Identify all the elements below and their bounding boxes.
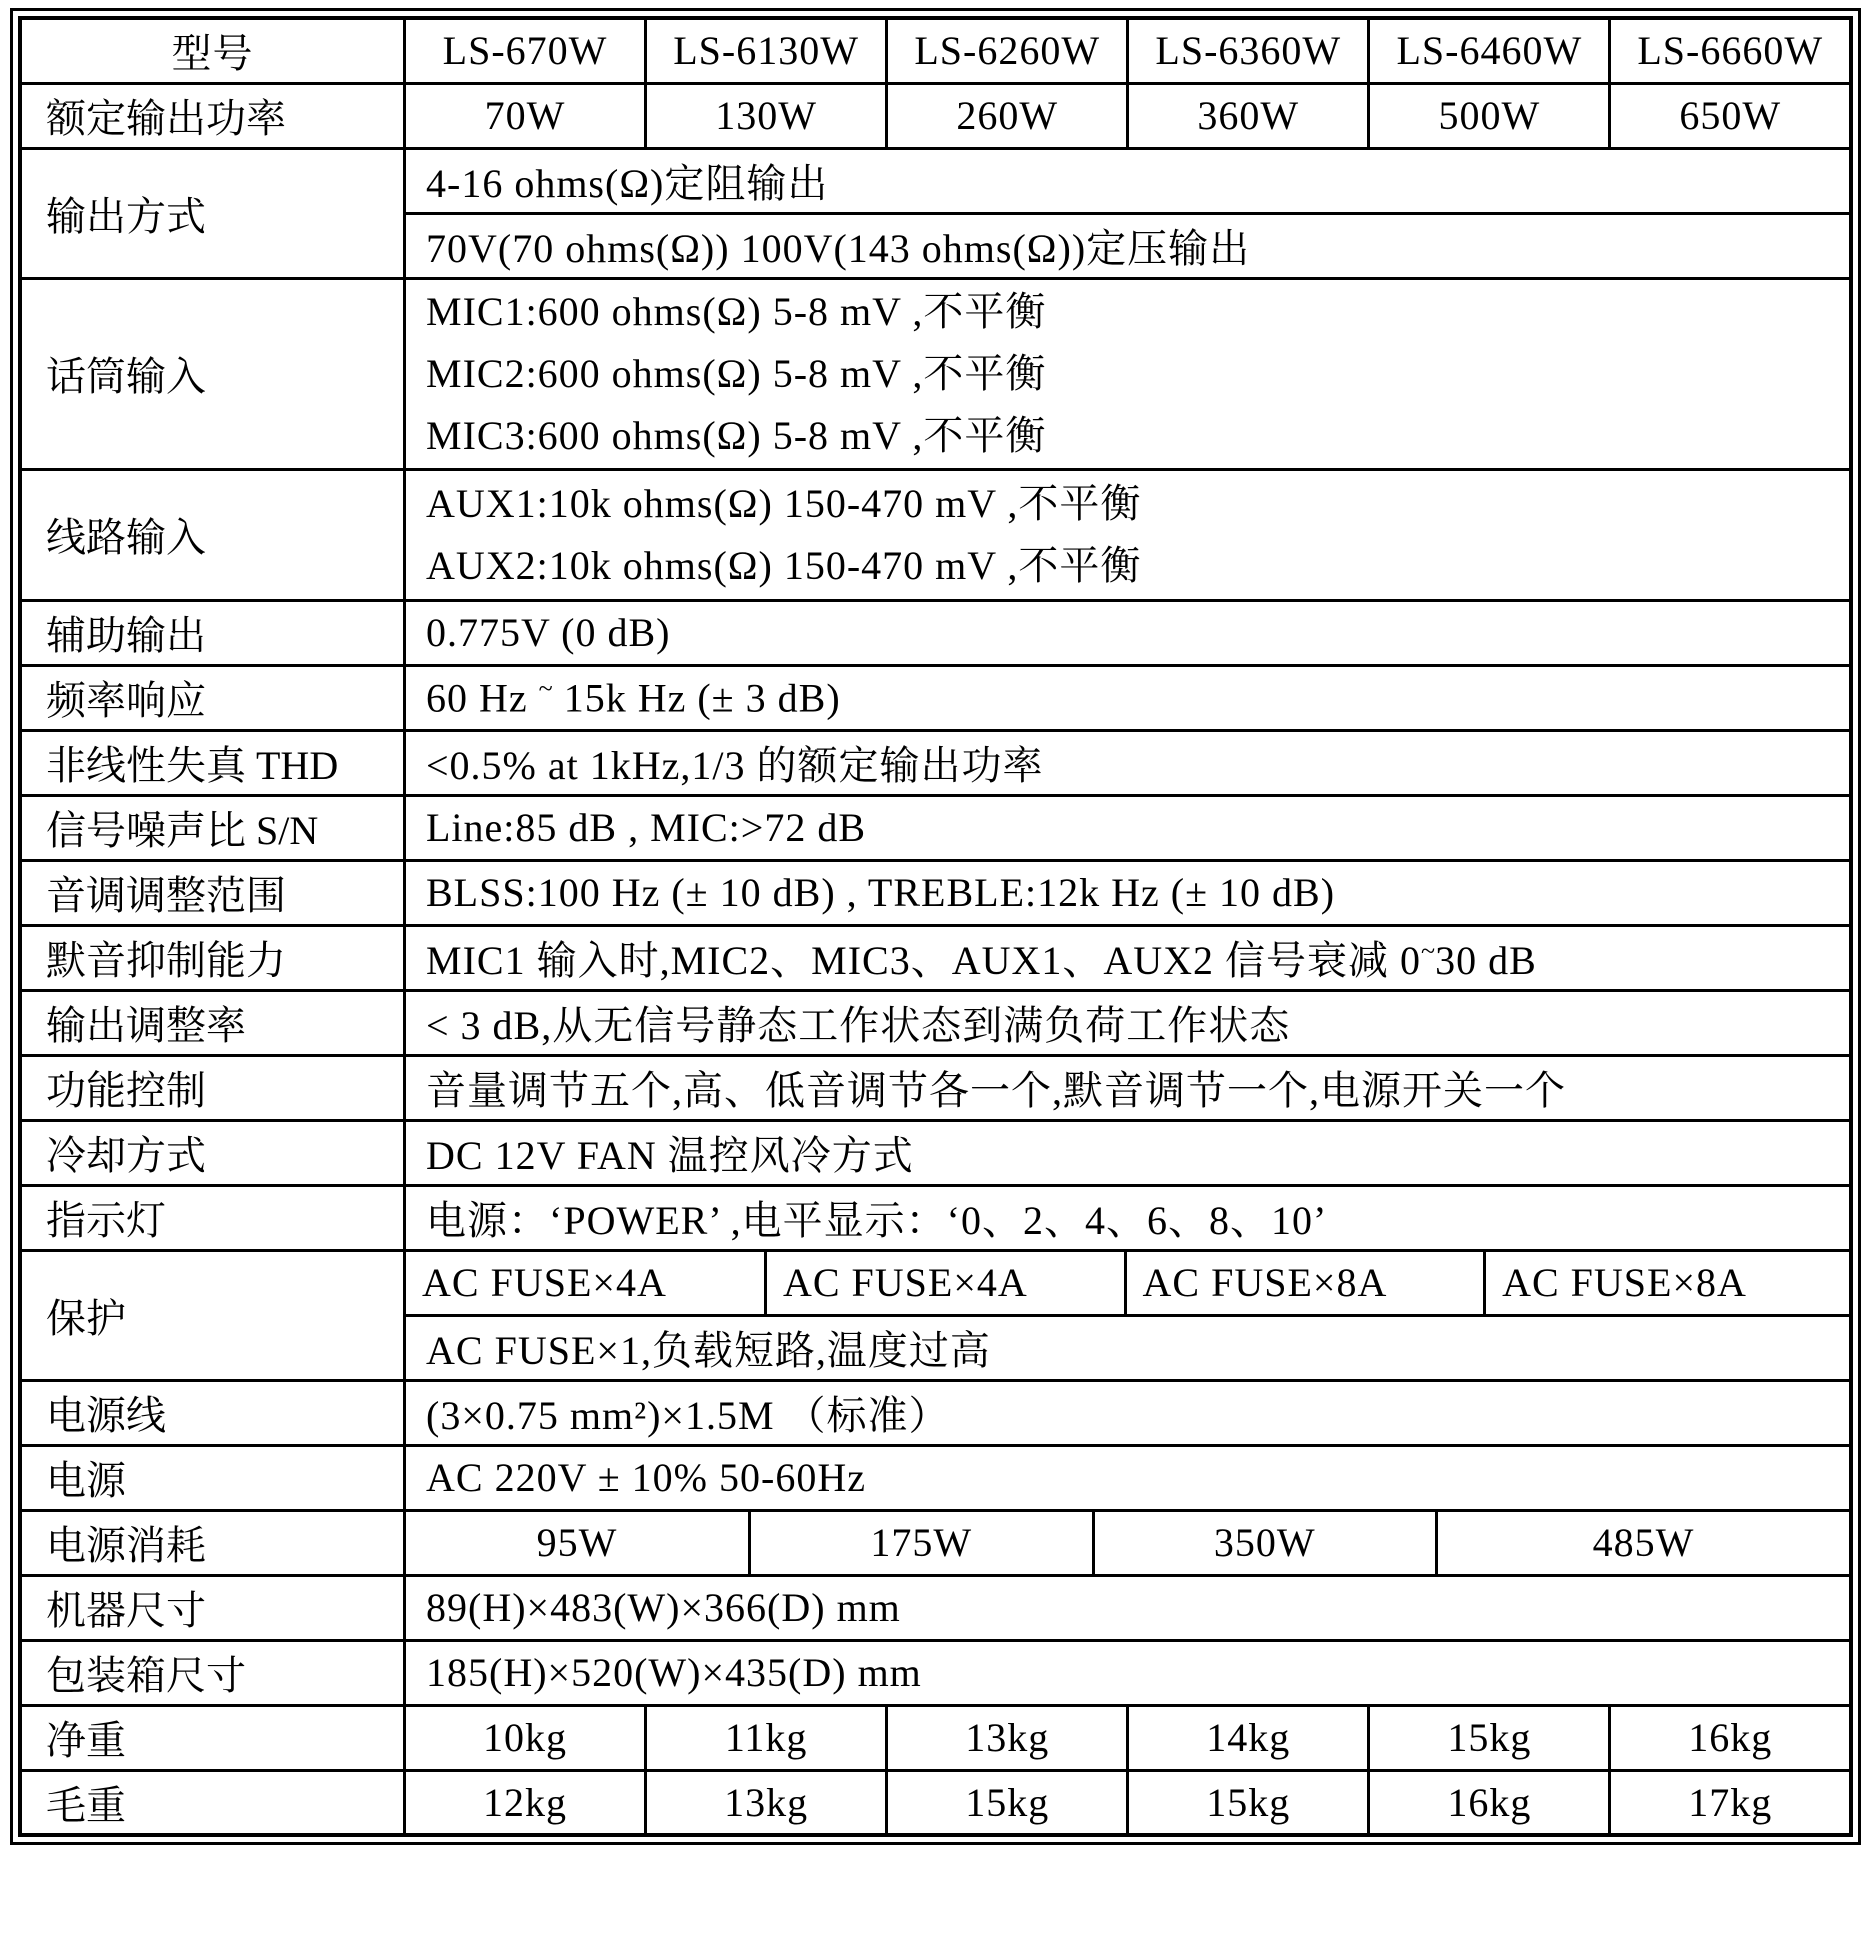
power-cord-label: 电源线: [20, 1380, 405, 1445]
row-gross-weight: [20, 1770, 1851, 1835]
tone-adjust-label: 音调调整范围: [20, 860, 405, 925]
indicator-label: 指示灯: [20, 1185, 405, 1250]
net-weight-value: 15kg: [1369, 1705, 1610, 1770]
line-input-label: 线路输入: [20, 469, 405, 600]
value-text: 60 Hz: [426, 675, 539, 721]
model-name: LS-6360W: [1128, 18, 1369, 83]
row-power-cord: [20, 1380, 1851, 1445]
net-weight-label: 净重: [20, 1705, 405, 1770]
amplifier-spec-table: [18, 16, 1853, 1837]
rated-power-label: 额定输出功率: [20, 83, 405, 148]
carton-size-value: 185(H)×520(W)×435(D) mm: [405, 1640, 1852, 1705]
row-net-weight: [20, 1705, 1851, 1770]
net-weight-value: 13kg: [887, 1705, 1128, 1770]
row-indicator: [20, 1185, 1851, 1250]
line-input-value: [405, 469, 1852, 600]
gross-weight-value: 12kg: [405, 1770, 646, 1835]
power-cord-value: (3×0.75 mm²)×1.5M （标准）: [405, 1380, 1852, 1445]
model-name: LS-6460W: [1369, 18, 1610, 83]
gross-weight-value: 17kg: [1610, 1770, 1851, 1835]
table-outer-frame: [10, 8, 1861, 1845]
thd-label: 非线性失真 THD: [20, 730, 405, 795]
rated-power-value: 360W: [1128, 83, 1369, 148]
protection-label: 保护: [20, 1250, 405, 1380]
aux1-spec: AUX1:10k ohms(Ω) 150-470 mV ,不平衡: [426, 480, 1142, 526]
mic3-spec: MIC3:600 ohms(Ω) 5-8 mV ,不平衡: [426, 412, 1047, 458]
frequency-response-label: 频率响应: [20, 665, 405, 730]
gross-weight-value: 15kg: [1128, 1770, 1369, 1835]
tilde-superscript: ~: [1421, 936, 1436, 966]
mic1-spec: MIC1:600 ohms(Ω) 5-8 mV ,不平衡: [426, 288, 1047, 334]
mic2-spec: MIC2:600 ohms(Ω) 5-8 mV ,不平衡: [426, 350, 1047, 396]
protection-general-value: AC FUSE×1,负载短路,温度过高: [405, 1315, 1852, 1380]
carton-size-label: 包装箱尺寸: [20, 1640, 405, 1705]
rated-power-value: 70W: [405, 83, 646, 148]
row-model: [20, 18, 1851, 83]
output-mode-impedance-value: 4-16 ohms(Ω)定阻输出: [405, 148, 1852, 213]
value-text: 15k Hz (± 3 dB): [552, 675, 841, 721]
row-snr: [20, 795, 1851, 860]
fuse-spec: AC FUSE×4A: [406, 1252, 767, 1314]
snr-value: Line:85 dB , MIC:>72 dB: [405, 795, 1852, 860]
unit-size-label: 机器尺寸: [20, 1575, 405, 1640]
power-supply-label: 电源: [20, 1445, 405, 1510]
mute-suppression-value: [405, 925, 1852, 990]
rated-power-value: 500W: [1369, 83, 1610, 148]
row-cooling: [20, 1120, 1851, 1185]
function-controls-value: 音量调节五个,高、低音调节各一个,默音调节一个,电源开关一个: [405, 1055, 1852, 1120]
protection-fuse-cells: [405, 1250, 1852, 1315]
frequency-response-value: [405, 665, 1852, 730]
row-rated-power: [20, 83, 1851, 148]
fuse-spec: AC FUSE×4A: [767, 1252, 1127, 1314]
gross-weight-value: 15kg: [887, 1770, 1128, 1835]
fuse-spec: AC FUSE×8A: [1127, 1252, 1487, 1314]
net-weight-value: 16kg: [1610, 1705, 1851, 1770]
row-unit-size: [20, 1575, 1851, 1640]
fuse-spec: AC FUSE×8A: [1502, 1260, 1747, 1305]
consumption-value: 350W: [1095, 1512, 1439, 1574]
tone-adjust-value: BLSS:100 Hz (± 10 dB) , TREBLE:12k Hz (± 10 dB): [405, 860, 1852, 925]
function-controls-label: 功能控制: [20, 1055, 405, 1120]
model-name: LS-6260W: [887, 18, 1128, 83]
row-function-controls: [20, 1055, 1851, 1120]
row-power-supply: [20, 1445, 1851, 1510]
mic-input-label: 话筒输入: [20, 278, 405, 469]
rated-power-value: 260W: [887, 83, 1128, 148]
model-name: LS-6660W: [1610, 18, 1851, 83]
row-frequency-response: [20, 665, 1851, 730]
mute-suppression-label: 默音抑制能力: [20, 925, 405, 990]
model-name: LS-670W: [405, 18, 646, 83]
fuse-cell-group: [406, 1252, 1849, 1314]
mic-input-value: [405, 278, 1852, 469]
net-weight-value: 11kg: [646, 1705, 887, 1770]
consumption-value: 175W: [751, 1512, 1095, 1574]
output-regulation-label: 输出调整率: [20, 990, 405, 1055]
row-mute-suppression: [20, 925, 1851, 990]
model-name: LS-6130W: [646, 18, 887, 83]
row-output-mode-constant-impedance: [20, 148, 1851, 213]
power-consumption-label: 电源消耗: [20, 1510, 405, 1575]
row-line-input: [20, 469, 1851, 600]
net-weight-value: 14kg: [1128, 1705, 1369, 1770]
model-row-label: 型号: [20, 18, 405, 83]
output-mode-label: 输出方式: [20, 148, 405, 278]
consumption-cell-group: [406, 1512, 1849, 1574]
row-tone-adjust-range: [20, 860, 1851, 925]
row-carton-size: [20, 1640, 1851, 1705]
tilde-superscript: ~: [538, 673, 553, 703]
net-weight-value: 10kg: [405, 1705, 646, 1770]
cooling-label: 冷却方式: [20, 1120, 405, 1185]
consumption-value: 485W: [1592, 1520, 1695, 1565]
row-thd: [20, 730, 1851, 795]
thd-value: <0.5% at 1kHz,1/3 的额定输出功率: [405, 730, 1852, 795]
output-regulation-value: < 3 dB,从无信号静态工作状态到满负荷工作状态: [405, 990, 1852, 1055]
aux-output-label: 辅助输出: [20, 600, 405, 665]
row-protection-fuses: [20, 1250, 1851, 1315]
value-text: MIC1 输入时,MIC2、MIC3、AUX1、AUX2 信号衰减 0: [426, 938, 1422, 983]
row-power-consumption: [20, 1510, 1851, 1575]
row-aux-output: [20, 600, 1851, 665]
value-text: 30 dB: [1435, 938, 1537, 983]
power-consumption-cells: [405, 1510, 1852, 1575]
snr-label: 信号噪声比 S/N: [20, 795, 405, 860]
gross-weight-label: 毛重: [20, 1770, 405, 1835]
gross-weight-value: 16kg: [1369, 1770, 1610, 1835]
row-output-regulation: [20, 990, 1851, 1055]
cooling-value: DC 12V FAN 温控风冷方式: [405, 1120, 1852, 1185]
indicator-value: 电源：‘POWER’ ,电平显示：‘0、2、4、6、8、10’: [405, 1185, 1852, 1250]
unit-size-value: 89(H)×483(W)×366(D) mm: [405, 1575, 1852, 1640]
aux-output-value: 0.775V (0 dB): [405, 600, 1852, 665]
output-mode-voltage-value: 70V(70 ohms(Ω)) 100V(143 ohms(Ω))定压输出: [405, 213, 1852, 278]
consumption-value: 95W: [406, 1512, 751, 1574]
rated-power-value: 130W: [646, 83, 887, 148]
rated-power-value: 650W: [1610, 83, 1851, 148]
aux2-spec: AUX2:10k ohms(Ω) 150-470 mV ,不平衡: [426, 542, 1142, 588]
power-supply-value: AC 220V ± 10% 50-60Hz: [405, 1445, 1852, 1510]
gross-weight-value: 13kg: [646, 1770, 887, 1835]
row-mic-input: [20, 278, 1851, 469]
